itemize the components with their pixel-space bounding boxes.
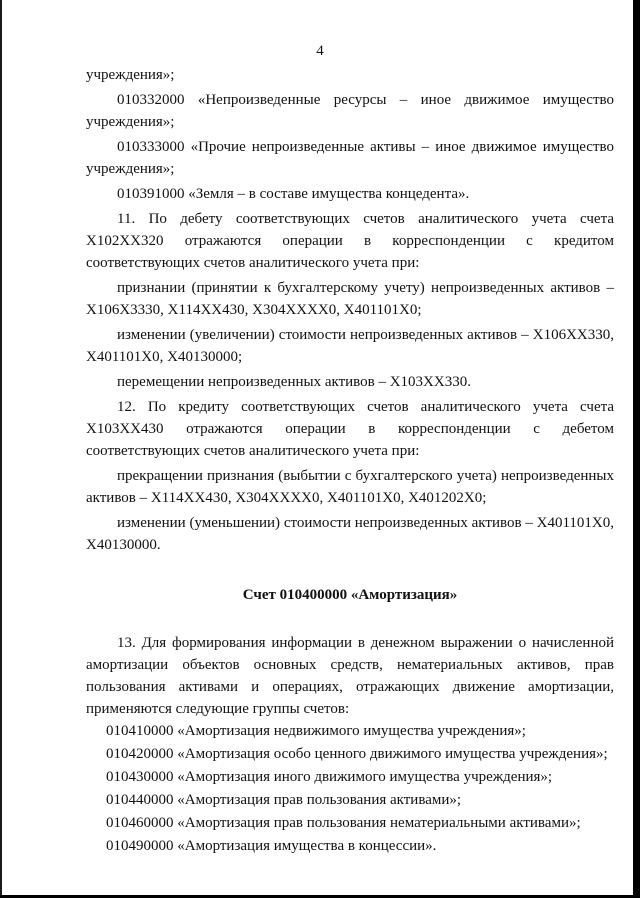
list-item: 010410000 «Амортизация недвижимого имущества учреждения»; xyxy=(106,723,526,739)
paragraph-account-010391000: 010391000 «Земля – в составе имущества концедента». xyxy=(117,186,470,202)
list-item: 010440000 «Амортизация прав пользования активами»; xyxy=(106,792,462,808)
paragraph-clause-13: 13. Для формирования информации в денежном выражении о начисленной амортизации объектов основных средств, нематериальных активов, прав пользования активами и операциях, отражающих движение амортизации, применяются следующие группы счетов: xyxy=(86,635,614,717)
list-item: 010430000 «Амортизация иного движимого имущества учреждения»; xyxy=(106,769,553,785)
paragraph-recognition: признании (принятии к бухгалтерскому учету) непроизведенных активов – Х106Х3330, Х114ХХ430, Х304ХХХХ0, Х401101Х0; xyxy=(86,280,614,318)
paragraph-continuation: учреждения»; xyxy=(86,67,175,83)
paragraph-increase: изменении (увеличении) стоимости непроизведенных активов – Х106ХХ330, Х401101Х0, Х40130000; xyxy=(86,327,614,365)
scan-edge-right xyxy=(633,0,640,898)
scan-edge-left xyxy=(0,0,2,898)
paragraph-clause-11: 11. По дебету соответствующих счетов аналитического учета счета Х102ХХ320 отражаются операции в корреспонденции с кредитом соответствующих счетов аналитического учета при: xyxy=(86,211,614,271)
list-item: 010460000 «Амортизация прав пользования нематериальными активами»; xyxy=(106,815,581,831)
document-body xyxy=(86,64,614,858)
list-item: 010420000 «Амортизация особо ценного движимого имущества учреждения»; xyxy=(106,746,608,762)
paragraph-decrease: изменении (уменьшении) стоимости непроизведенных активов – Х401101Х0, Х40130000. xyxy=(86,515,614,553)
paragraph-account-010333000: 010333000 «Прочие непроизведенные активы – иное движимое имущество учреждения»; xyxy=(86,139,614,177)
paragraph-transfer: перемещении непроизведенных активов – Х103ХХ330. xyxy=(117,374,471,390)
paragraph-account-010332000: 010332000 «Непроизведенные ресурсы – иное движимое имущество учреждения»; xyxy=(86,92,614,130)
account-group-list xyxy=(86,720,614,858)
page-number: 4 xyxy=(316,43,324,59)
section-heading: Счет 010400000 «Амортизация» xyxy=(242,587,458,603)
paragraph-derecognition: прекращении признания (выбытии с бухгалтерского учета) непроизведенных активов – Х114ХХ430, Х304ХХХХ0, Х401101Х0, Х401202Х0; xyxy=(86,468,614,506)
paragraph-clause-12: 12. По кредиту соответствующих счетов аналитического учета счета Х103ХХ430 отражаются операции в корреспонденции с дебетом соответствующих счетов аналитического учета при: xyxy=(86,399,614,459)
list-item: 010490000 «Амортизация имущества в концессии». xyxy=(106,838,437,854)
